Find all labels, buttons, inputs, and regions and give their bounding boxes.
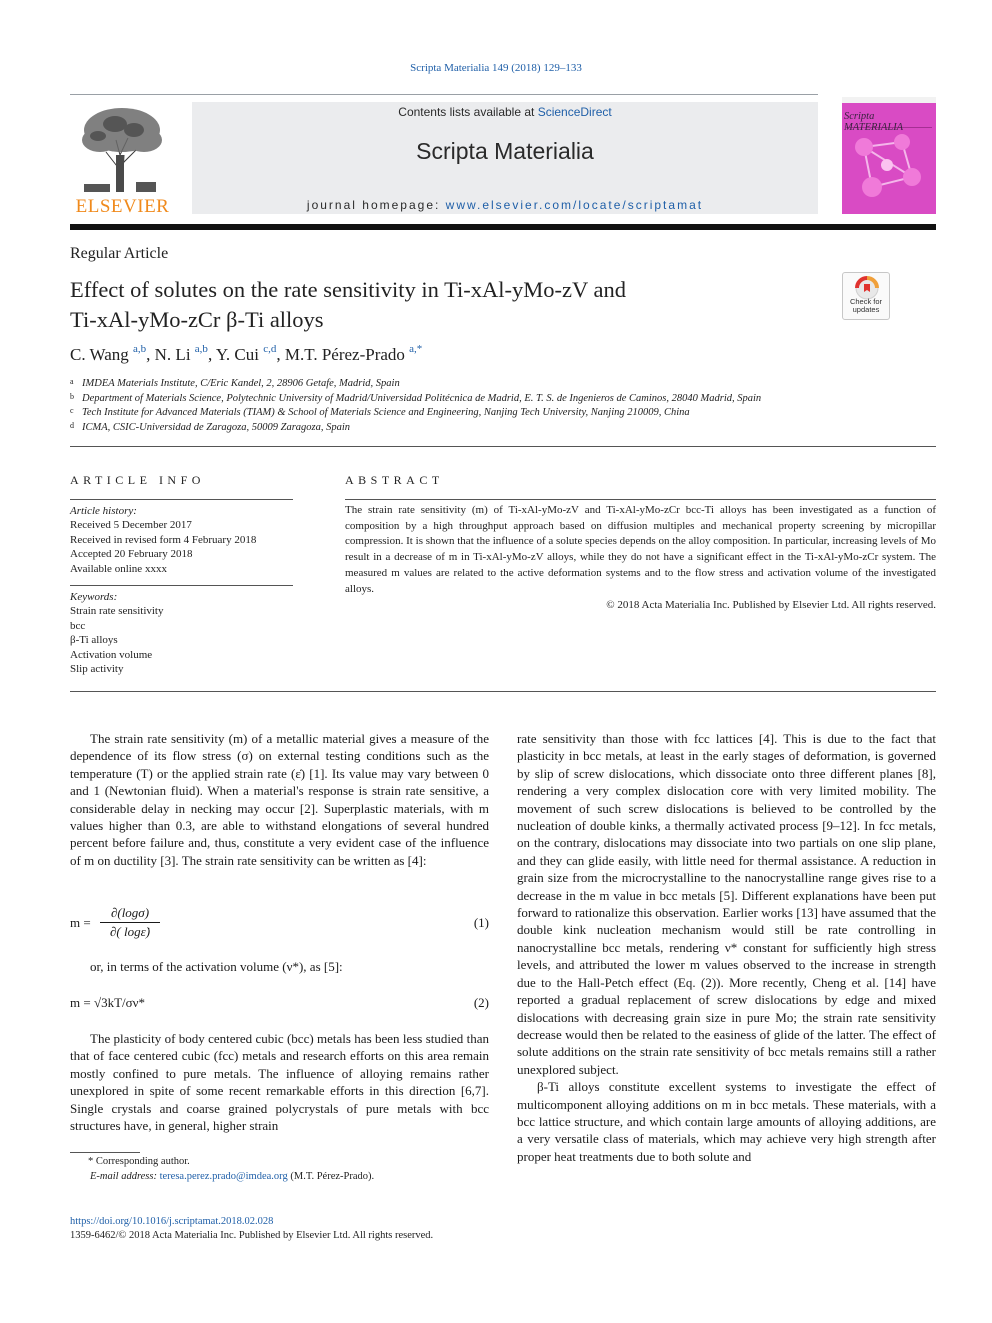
equation-fraction [100,905,160,940]
equation-1 [70,905,489,945]
history-item: Received in revised form 4 February 2018 [70,533,257,546]
email-link[interactable]: teresa.perez.prado@imdea.org [159,1170,288,1182]
keyword-item: bcc [70,619,86,632]
journal-title: Scripta Materialia [416,138,594,164]
keyword-item: Strain rate sensitivity [70,605,164,618]
affiliation-key: c [70,406,74,416]
equation-2 [70,995,489,1011]
author-name[interactable]: C. Wang [70,345,129,364]
equation-numerator: ∂(logσ) [110,905,150,920]
history-item: Received 5 December 2017 [70,519,192,532]
email-label: E-mail address: [90,1170,160,1182]
author-name[interactable]: N. Li [154,345,191,364]
contents-line [192,105,818,119]
equation-number: (1) [473,915,489,930]
issn-copyright: 1359-6462/© 2018 Acta Materialia Inc. Published by Elsevier Ltd. All rights reserved. [70,1230,434,1241]
affiliation-text: Tech Institute for Advanced Materials (TIAM) & School of Materials Science and Engineering, Nanjing Tech University, Nanjing 210009, China [82,407,690,419]
affiliation-item [70,377,936,392]
footnotes [70,1155,489,1184]
equation-expression: m = √3kT/σν* [70,995,146,1010]
paragraph-text: The plasticity of body centered cubic (bcc) metals has been less studied than that of face centered cubic (fcc) metals and research efforts on this area remain mostly confined to pure metals. The influence of alloying remains rather unexplored in spite of some recent remarkable efforts in this direction [6,7]. Single crystals and coarse grained polycrystals of pure metals with bcc structures have, in general, higher strain [70,1031,489,1134]
keywords [70,590,293,676]
affiliation-key: a [70,377,74,386]
keywords-label: Keywords: [70,591,118,603]
email-suffix: (M.T. Pérez-Prado). [287,1170,375,1182]
equation-number: (2) [473,995,489,1010]
author-affiliation-marker[interactable]: c,d [263,343,277,355]
affiliation-text: IMDEA Materials Institute, C/Eric Kandel, 2, 28906 Getafe, Madrid, Spain [82,378,400,389]
history-label: Article history: [70,505,137,517]
sciencedirect-link[interactable]: ScienceDirect [537,105,612,119]
divider [345,499,936,500]
check-for-updates-label: Check for updates [849,297,883,314]
article-title [70,275,810,335]
body-paragraph [70,1030,489,1134]
author-list: C. Wang $^{a,b}$, N. Li $^{a,b}$, Y. Cui $^{c,d}$, M.T. Pérez-Prado $^{a,*}$ [70,343,423,364]
contents-prefix: Contents lists available at [398,105,538,119]
fraction-bar [100,922,160,923]
body-paragraph [70,730,489,869]
cover-title: Scripta MATERIALIA [844,111,904,133]
abstract-heading: ABSTRACT [345,473,444,487]
abstract-copyright: © 2018 Acta Materialia Inc. Published by Elsevier Ltd. All rights reserved. [606,599,936,611]
author-affiliation-marker[interactable]: a,* [409,343,423,355]
header-bottom-rule [70,224,936,230]
history-item: Accepted 20 February 2018 [70,548,193,561]
affiliation-text: ICMA, CSIC-Universidad de Zaragoza, 50009 Zaragoza, Spain [82,421,351,433]
author-name[interactable]: M.T. Pérez-Prado [284,345,405,364]
title-line-2: Ti-xAl-yMo-zCr β-Ti alloys [70,307,324,332]
footnote-rule [70,1152,140,1153]
corresponding-author-note: * Corresponding author. [88,1156,190,1167]
keyword-item: β-Ti alloys [70,634,118,647]
email-note [70,1170,489,1185]
affiliation-key: d [70,420,74,430]
divider [70,691,936,692]
keyword-item: Slip activity [70,663,124,676]
equation-lhs: m = [70,915,91,930]
title-line-1: Effect of solutes on the rate sensitivity in Ti-xAl-yMo-zV and [70,277,626,302]
equation-intro: or, in terms of the activation volume (ν*), as [5]: [90,959,343,974]
affiliation-key: b [70,391,74,401]
article-history [70,504,293,576]
article-type: Regular Article [70,245,169,262]
homepage-line [192,198,818,212]
affiliation-text: Department of Materials Science, Polytechnic University of Madrid/Universidad Politécnica de Madrid, E. T. S. de Ingenieros de Caminos, 28040 Madrid, Spain [82,392,762,404]
doi-link[interactable]: https://doi.org/10.1016/j.scriptamat.2018.02.028 [70,1216,274,1227]
affiliation-item [70,392,936,407]
body-column-right [517,730,936,1165]
author-affiliation-marker[interactable]: a,b [194,343,208,355]
homepage-prefix: journal homepage: [306,198,446,212]
author-name[interactable]: Y. Cui [215,345,259,364]
divider [70,585,293,586]
affiliation-list [70,377,936,435]
divider [70,446,936,447]
paragraph-text: β-Ti alloys constitute excellent systems to investigate the effect of multicomponent alloying additions on m in bcc metals. These materials, with a bcc lattice structure, and which contain large amounts of alloying additions, are a very versatile class of materials, which may achieve very high strength after proper heat treatments due to both solute and [517,1079,936,1164]
homepage-link[interactable]: www.elsevier.com/locate/scriptamat [445,198,704,212]
history-item: Available online xxxx [70,562,167,575]
header-top-rule [70,94,818,95]
journal-citation[interactable]: Scripta Materialia 149 (2018) 129–133 [410,62,582,74]
author-affiliation-marker[interactable]: a,b [133,343,147,355]
elsevier-wordmark: ELSEVIER [75,196,170,217]
article-info-heading: ARTICLE INFO [70,473,205,487]
divider [70,499,293,500]
affiliation-item [70,406,936,421]
abstract-text: The strain rate sensitivity (m) of Ti-xAl-yMo-zV and Ti-xAl-yMo-zCr bcc-Ti alloys has been investigated as a function of composition by a high throughput approach based on diffusion multiples and mechanical property screening by micropillar compression. It is shown that the influence of a solute species depends on the alloy composition. In particular, increasing levels of Mo result in a decrease of m in Ti-xAl-yMo-zV alloys, while they do not have a significant effect in the Ti-xAl-yMo-zCr system. The measured m values are related to the active deformation systems and to the flow stress and activation volume of the investigated alloys. [345,504,936,595]
paragraph-text: The strain rate sensitivity (m) of a metallic material gives a measure of the dependence of its flow stress (σ) on external testing conditions such as the temperature (T) or the applied strain rate (ε̇) [1]. Its value may vary between 0 and 1 (Newtonian fluid). When a material's response is strain rate sensitive, a considerable delay in necking may occur [2]. Superplastic materials, with m values higher than 0.3, are able to withstand elongations of several hundred percent before failure and, thus, constitute a very evident case of the influence of m on ductility [3]. The strain rate sensitivity can be written as [4]: [70,731,489,868]
paragraph-text: rate sensitivity than those with fcc lattices [4]. This is due to the fact that plasticity in bcc metals, at least in the early stages of deformation, is governed by slip of screw dislocations, which dissociate onto three different planes [8], rendering a very complex dislocation core with very limited mobility. The movement of such screw dislocations is believed to be controlled by the nucleation of double kinks, a thermally activated process [9–12]. In fcc metals, on the contrary, dislocations may dissociate into two partials on one slip plane, and they can glide easily, with little need for thermal assistance. A reduction in grain size from the microcrystalline to the nanocrystalline range gives rise to a decrease in the m value in bcc metals [5]. Different explanations have been put forward to rationalize this observation. Earlier works [13] have assumed that the double kink nucleation mechanism would still be rate controlling in nanocrystalline bcc metals, rendering ν* constant for sufficiently high stress levels, and attributed the lower m values observed to the increase in strength due to the Hall-Petch effect (Eq. (2)). More recently, Cheng et al. [14] have reported a gradual replacement of screw dislocations by edge and mixed dislocations with decreasing grain size in pure Mo; the strain rate sensitivity decrease would then be related to the easiness of glide of the latter. The effect of solute additions on the strain rate sensitivity of bcc metals remains still a rather unexplored subject. [517,731,936,1077]
keyword-item: Activation volume [70,648,153,661]
equation-denominator: ∂( logε̇) [109,924,151,939]
affiliation-item [70,421,936,436]
